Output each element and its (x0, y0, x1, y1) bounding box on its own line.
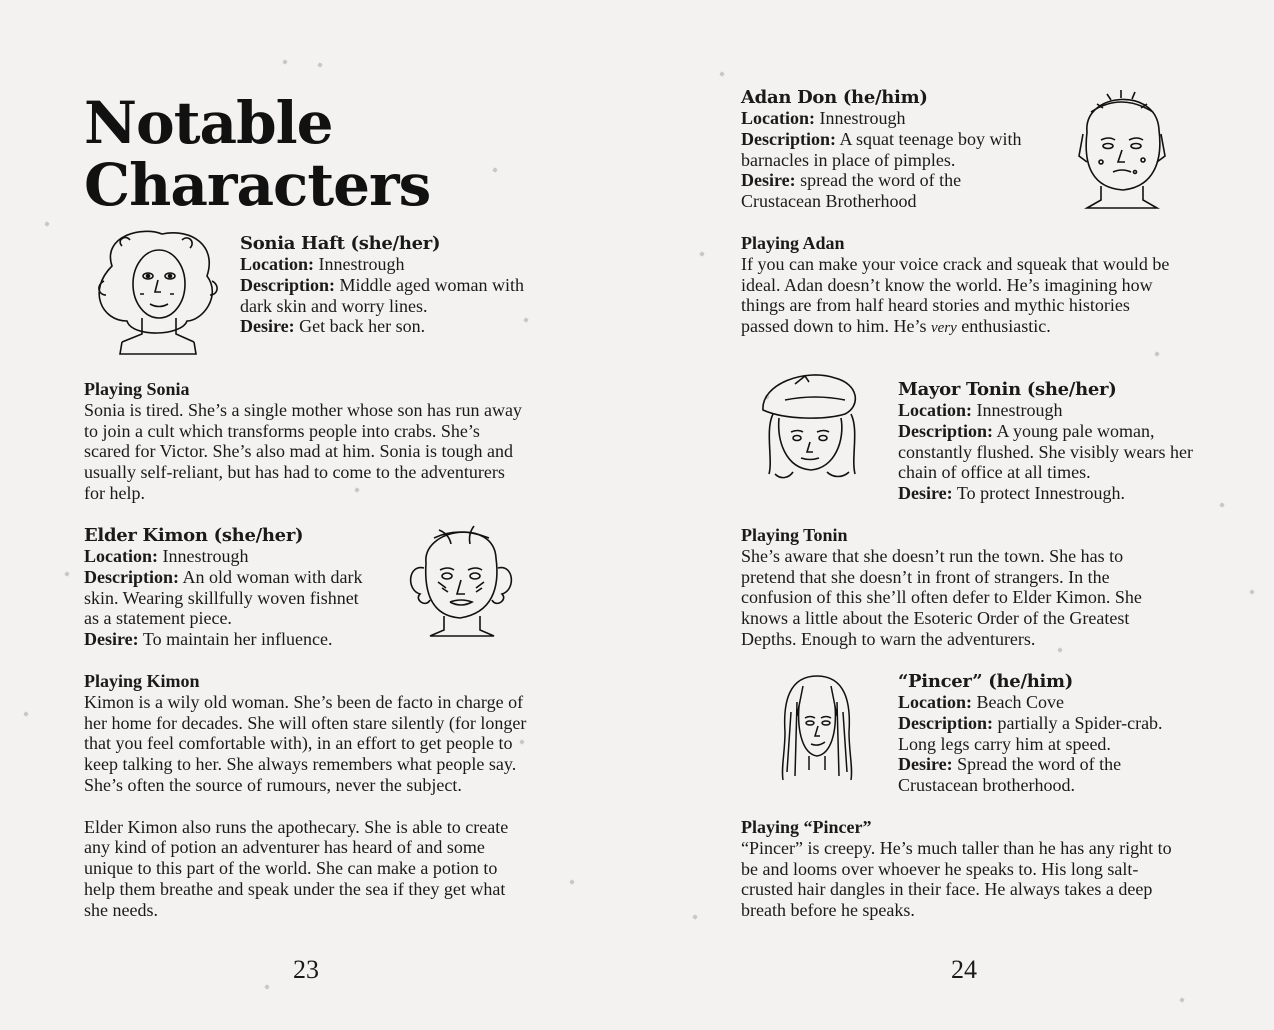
location-value: Beach Cove (976, 692, 1064, 712)
location-value: Innestrough (976, 400, 1063, 420)
playing-pincer-heading: Playing “Pincer” (741, 817, 872, 837)
desire-value: To maintain her influence. (142, 629, 333, 650)
adan-portrait-illustration (1077, 82, 1167, 214)
kimon-name: Elder Kimon (she/her) (84, 525, 304, 546)
playing-kimon-text-2: Elder Kimon also runs the apothecary. She is able to create any kind of potion an adventurer has heard of and some unique to this part of the world. She can make a potion to help them breathe and speak under the sea if they get what she needs. (84, 816, 509, 920)
playing-tonin-heading: Playing Tonin (741, 525, 848, 545)
pincer-location (898, 692, 1198, 713)
playing-kimon-heading: Playing Kimon (84, 671, 200, 691)
kimon-desire (84, 629, 384, 650)
playing-pincer-section (741, 817, 1181, 921)
playing-adan-text-main: If you can make your voice crack and squeak that would be ideal. Adan doesn’t know the world. He’s imagining how things are from half heard stories and mythic histories passed down to him. He’s (741, 253, 1170, 337)
tonin-description (898, 421, 1198, 483)
location-label: Location: (898, 400, 972, 420)
sonia-portrait-illustration (82, 226, 232, 356)
sonia-info (240, 233, 540, 337)
kimon-location (84, 546, 384, 567)
kimon-description (84, 567, 369, 629)
description-label: Description: (240, 274, 335, 295)
location-value: Innestrough (318, 254, 405, 274)
adan-description (741, 129, 1031, 171)
description-label: Description: (741, 128, 836, 149)
description-value: A young pale woman, constantly flushed. She visibly wears her chain of office at all times. (898, 420, 1193, 483)
pincer-desire (898, 754, 1183, 796)
description-label: Description: (898, 420, 993, 441)
kimon-portrait-illustration (404, 518, 519, 643)
playing-adan-emphasis: very (930, 320, 957, 337)
tonin-portrait-illustration (755, 370, 865, 488)
desire-label: Desire: (898, 483, 953, 504)
right-page (637, 0, 1274, 1030)
playing-sonia-text: Sonia is tired. She’s a single mother whose son has run away to join a cult which transforms people into crabs. She’s scared for Victor. She’s also mad at him. Sonia is tough and usually self-reliant, but has had to come to the adventurers for help. (84, 399, 522, 503)
location-label: Location: (741, 108, 815, 128)
page-number: 24 (951, 955, 977, 984)
pincer-portrait-illustration (777, 672, 857, 790)
desire-label: Desire: (240, 316, 295, 337)
desire-value: To protect Innestrough. (956, 483, 1126, 504)
pincer-description (898, 713, 1183, 755)
pincer-info (898, 671, 1198, 796)
location-value: Innestrough (819, 108, 906, 128)
playing-sonia-section (84, 379, 529, 504)
page-number: 23 (293, 955, 319, 984)
sonia-location (240, 254, 540, 275)
desire-value: spread the word of the Crustacean Brotherhood (741, 170, 962, 212)
description-value: A squat teenage boy with barnacles in place of pimples. (741, 128, 1022, 170)
tonin-desire (898, 483, 1198, 504)
description-value: partially a Spider-crab. Long legs carry him at speed. (898, 712, 1163, 754)
kimon-info (84, 525, 384, 650)
adan-desire (741, 170, 1006, 212)
desire-label: Desire: (741, 170, 796, 191)
desire-label: Desire: (898, 754, 953, 775)
tonin-info (898, 379, 1198, 504)
location-label: Location: (898, 692, 972, 712)
title-line-1: Notable (84, 89, 333, 157)
desire-value: Get back her son. (299, 316, 426, 337)
location-value: Innestrough (162, 546, 249, 566)
desire-value: Spread the word of the Crustacean brotherhood. (898, 754, 1122, 796)
playing-pincer-text: “Pincer” is creepy. He’s much taller than he has any right to be and looms over whoever he speaks to. His long salt-crusted hair dangles in their face. He always takes a deep breath before he speaks. (741, 837, 1172, 921)
adan-name: Adan Don (he/him) (741, 87, 928, 108)
sonia-name: Sonia Haft (she/her) (240, 233, 441, 254)
description-label: Description: (84, 566, 179, 587)
location-label: Location: (240, 254, 314, 274)
title-line-2: Characters (84, 151, 431, 219)
description-label: Description: (898, 712, 993, 733)
playing-adan-text (741, 254, 1181, 339)
pincer-name: “Pincer” (he/him) (898, 671, 1074, 692)
playing-adan-section (741, 233, 1181, 339)
page-title (84, 89, 431, 219)
location-label: Location: (84, 546, 158, 566)
adan-location (741, 108, 1041, 129)
tonin-name: Mayor Tonin (she/her) (898, 379, 1117, 400)
description-value: An old woman with dark skin. Wearing skillfully woven fishnet as a statement piece. (84, 566, 363, 629)
sonia-desire (240, 316, 540, 337)
playing-kimon-text: Kimon is a wily old woman. She’s been de facto in charge of her home for decades. She will often stare silently (for longer that you feel comfortable with), in an effort to get people to keep talking to her. She always remembers what people say. She’s often the source of rumours, never the subject. (84, 691, 527, 795)
sonia-description (240, 275, 530, 317)
playing-adan-text-end: enthusiastic. (956, 316, 1051, 337)
description-value: Middle aged woman with dark skin and worry lines. (240, 274, 524, 316)
playing-adan-heading: Playing Adan (741, 233, 845, 253)
adan-info (741, 87, 1041, 212)
playing-tonin-text: She’s aware that she doesn’t run the town. She has to pretend that she doesn’t in front of strangers. In the confusion of this she’ll often defer to Elder Kimon. She knows a little about the Esoteric Order of the Greatest Depths. Enough to warn the adventurers. (741, 545, 1142, 649)
desire-label: Desire: (84, 629, 139, 650)
tonin-location (898, 400, 1198, 421)
playing-tonin-section (741, 525, 1181, 650)
playing-kimon-section (84, 671, 529, 921)
playing-sonia-heading: Playing Sonia (84, 379, 190, 399)
